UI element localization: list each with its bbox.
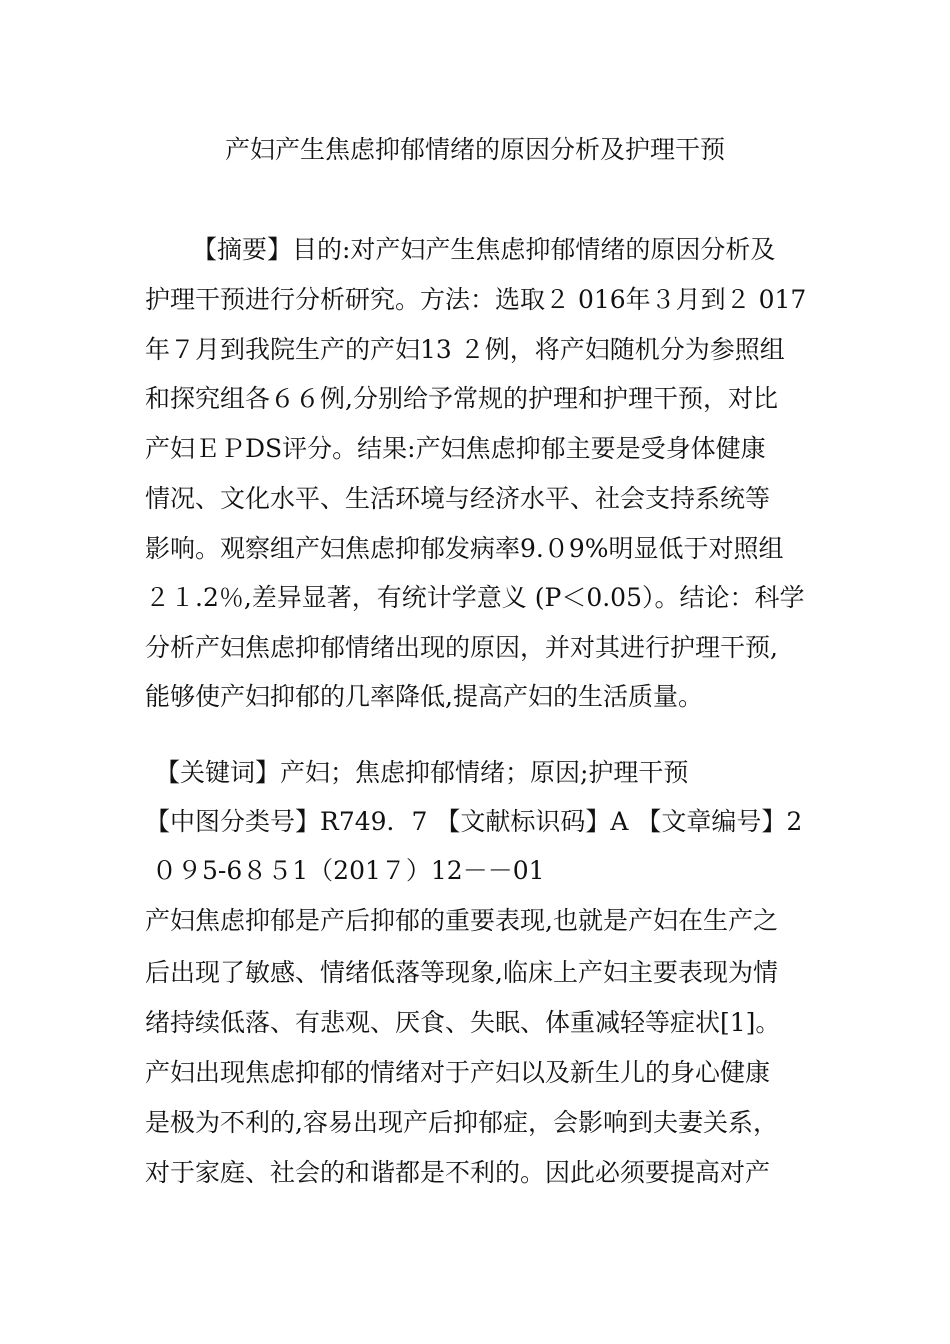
body-line: 后出现了敏感、情绪低落等现象,临床上产妇主要表现为情	[145, 958, 778, 987]
body-line: 产妇焦虑抑郁是产后抑郁的重要表现,也就是产妇在生产之	[145, 906, 778, 935]
abstract-line: 能够使产妇抑郁的几率降低,提高产妇的生活质量。	[145, 682, 703, 711]
abstract-line: 情况、文化水平、生活环境与经济水平、社会支持系统等	[145, 484, 771, 513]
body-line: 是极为不利的,容易出现产后抑郁症，会影响到夫妻关系，	[145, 1108, 778, 1137]
keywords-line: 【关键词】产妇；焦虑抑郁情绪；原因;护理干预	[155, 758, 689, 787]
body-line: 对于家庭、社会的和谐都是不利的。因此必须要提高对产	[145, 1158, 771, 1187]
body-line: 绪持续低落、有悲观、厌食、失眠、体重减轻等症状[1]。	[145, 1008, 781, 1037]
abstract-line: ２１.2％,差异显著，有统计学意义 (P＜0.05）。结论：科学	[145, 583, 805, 612]
document-title: 产妇产生焦虑抑郁情绪的原因分析及护理干预	[224, 135, 725, 164]
abstract-line: 分析产妇焦虑抑郁情绪出现的原因，并对其进行护理干预,	[145, 633, 778, 662]
abstract-line: 影响。观察组产妇焦虑抑郁发病率9.０9%明显低于对照组	[145, 534, 784, 563]
abstract-line: 产妇ＥＰDS评分。结果:产妇焦虑抑郁主要是受身体健康	[145, 434, 766, 463]
abstract-line: 和探究组各６６例,分别给予常规的护理和护理干预，对比	[145, 384, 778, 413]
abstract-line: 年７月到我院生产的产妇13 ２例，将产妇随机分为参照组	[145, 335, 785, 364]
classification-line: 【中图分类号】R749．7 【文献标识码】A 【文章编号】2	[145, 807, 803, 836]
abstract-line: 护理干预进行分析研究。方法：选取２ 016年３月到２ 017	[145, 285, 807, 314]
abstract-line: 【摘要】目的:对产妇产生焦虑抑郁情绪的原因分析及	[192, 235, 776, 264]
classification-line: ０９5-6８５1（201７）12－－01	[152, 856, 545, 885]
body-line: 产妇出现焦虑抑郁的情绪对于产妇以及新生儿的身心健康	[145, 1058, 771, 1087]
